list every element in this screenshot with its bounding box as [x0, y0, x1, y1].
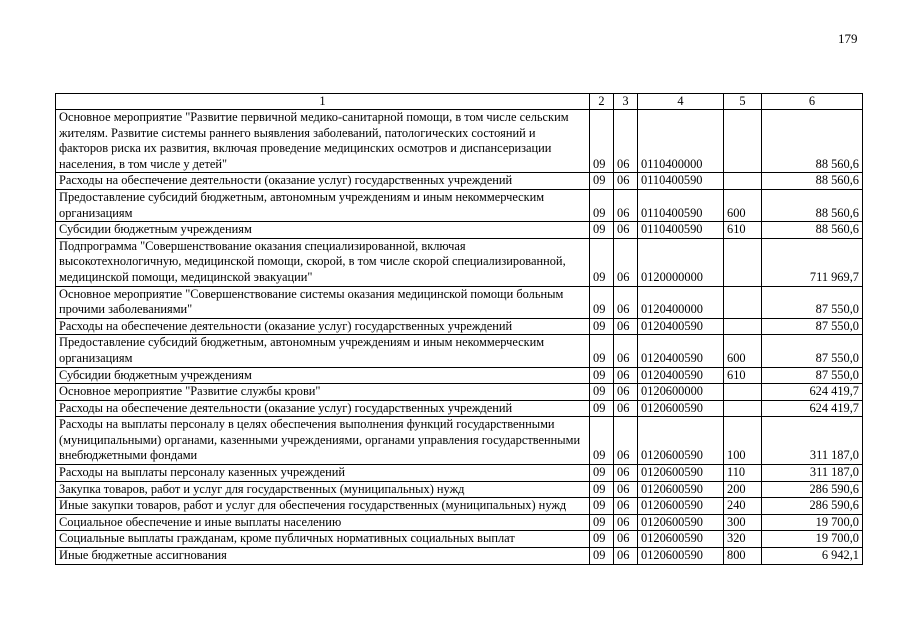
row-name-cell: Расходы на обеспечение деятельности (оказание услуг) государственных учреждений	[56, 173, 590, 190]
row-subsection-cell: 06	[614, 110, 638, 173]
row-expense-type-cell	[724, 286, 762, 318]
row-subsection-cell: 06	[614, 548, 638, 565]
row-amount-cell: 286 590,6	[762, 481, 863, 498]
row-section-cell: 09	[590, 514, 614, 531]
row-subsection-cell: 06	[614, 384, 638, 401]
row-subsection-cell: 06	[614, 400, 638, 417]
header-col-5: 5	[724, 94, 762, 110]
row-target-article-cell: 0120600590	[638, 417, 724, 465]
row-amount-cell: 87 550,0	[762, 335, 863, 367]
row-amount-cell: 311 187,0	[762, 465, 863, 482]
table-row	[56, 110, 863, 173]
row-name-cell: Основное мероприятие "Развитие службы крови"	[56, 384, 590, 401]
row-name-cell: Расходы на обеспечение деятельности (оказание услуг) государственных учреждений	[56, 400, 590, 417]
row-amount-cell: 624 419,7	[762, 384, 863, 401]
table-header-row	[56, 94, 863, 110]
table-row	[56, 531, 863, 548]
row-expense-type-cell: 610	[724, 367, 762, 384]
table-row	[56, 384, 863, 401]
row-amount-cell: 19 700,0	[762, 531, 863, 548]
row-subsection-cell: 06	[614, 222, 638, 239]
row-target-article-cell: 0120400590	[638, 318, 724, 335]
table-row	[56, 498, 863, 515]
row-target-article-cell: 0110400590	[638, 173, 724, 190]
row-subsection-cell: 06	[614, 335, 638, 367]
row-subsection-cell: 06	[614, 514, 638, 531]
row-target-article-cell: 0120600590	[638, 481, 724, 498]
row-expense-type-cell: 600	[724, 189, 762, 221]
row-expense-type-cell: 610	[724, 222, 762, 239]
row-section-cell: 09	[590, 400, 614, 417]
row-subsection-cell: 06	[614, 465, 638, 482]
row-name-cell: Социальное обеспечение и иные выплаты населению	[56, 514, 590, 531]
row-subsection-cell: 06	[614, 481, 638, 498]
row-amount-cell: 624 419,7	[762, 400, 863, 417]
row-amount-cell: 286 590,6	[762, 498, 863, 515]
row-section-cell: 09	[590, 481, 614, 498]
row-section-cell: 09	[590, 286, 614, 318]
table-row	[56, 173, 863, 190]
row-expense-type-cell	[724, 318, 762, 335]
row-name-cell: Субсидии бюджетным учреждениям	[56, 222, 590, 239]
header-col-2: 2	[590, 94, 614, 110]
row-expense-type-cell: 600	[724, 335, 762, 367]
row-amount-cell: 88 560,6	[762, 173, 863, 190]
row-target-article-cell: 0120600590	[638, 465, 724, 482]
row-amount-cell: 711 969,7	[762, 238, 863, 286]
row-expense-type-cell: 300	[724, 514, 762, 531]
table-row	[56, 548, 863, 565]
row-expense-type-cell	[724, 238, 762, 286]
table-row	[56, 481, 863, 498]
row-section-cell: 09	[590, 465, 614, 482]
row-name-cell: Основное мероприятие "Совершенствование системы оказания медицинской помощи больным прочими заболеваниями"	[56, 286, 590, 318]
row-subsection-cell: 06	[614, 318, 638, 335]
row-expense-type-cell: 200	[724, 481, 762, 498]
row-section-cell: 09	[590, 238, 614, 286]
row-subsection-cell: 06	[614, 238, 638, 286]
row-subsection-cell: 06	[614, 189, 638, 221]
row-target-article-cell: 0110400590	[638, 189, 724, 221]
row-section-cell: 09	[590, 222, 614, 239]
row-subsection-cell: 06	[614, 286, 638, 318]
table-row	[56, 367, 863, 384]
row-name-cell: Иные закупки товаров, работ и услуг для обеспечения государственных (муниципальных) нужд	[56, 498, 590, 515]
row-section-cell: 09	[590, 318, 614, 335]
row-name-cell: Социальные выплаты гражданам, кроме публичных нормативных социальных выплат	[56, 531, 590, 548]
row-amount-cell: 87 550,0	[762, 286, 863, 318]
row-name-cell: Иные бюджетные ассигнования	[56, 548, 590, 565]
row-expense-type-cell: 320	[724, 531, 762, 548]
row-target-article-cell: 0110400590	[638, 222, 724, 239]
table-row	[56, 514, 863, 531]
page-number: 179	[838, 31, 858, 46]
table-row	[56, 417, 863, 465]
row-name-cell: Подпрограмма "Совершенствование оказания специализированной, включая высокотехнологичную, медицинской помощи, скорой, в том числе скорой специализированной, медицинской помощи, медицинской эвакуации"	[56, 238, 590, 286]
row-expense-type-cell: 100	[724, 417, 762, 465]
table-row	[56, 400, 863, 417]
row-amount-cell: 19 700,0	[762, 514, 863, 531]
row-target-article-cell: 0120600590	[638, 548, 724, 565]
table-row	[56, 335, 863, 367]
row-amount-cell: 6 942,1	[762, 548, 863, 565]
row-name-cell: Предоставление субсидий бюджетным, автономным учреждениям и иным некоммерческим организациям	[56, 189, 590, 221]
table-row	[56, 318, 863, 335]
row-amount-cell: 88 560,6	[762, 222, 863, 239]
row-section-cell: 09	[590, 335, 614, 367]
row-target-article-cell: 0120400000	[638, 286, 724, 318]
row-section-cell: 09	[590, 189, 614, 221]
row-target-article-cell: 0120600000	[638, 384, 724, 401]
row-amount-cell: 87 550,0	[762, 367, 863, 384]
row-target-article-cell: 0120600590	[638, 514, 724, 531]
row-name-cell: Расходы на выплаты персоналу казенных учреждений	[56, 465, 590, 482]
row-name-cell: Расходы на обеспечение деятельности (оказание услуг) государственных учреждений	[56, 318, 590, 335]
budget-table	[55, 93, 863, 565]
row-name-cell: Расходы на выплаты персоналу в целях обеспечения выполнения функций государственными (муниципальными) органами, казенными учреждениями, органами управления государственными внебюджетными фондами	[56, 417, 590, 465]
row-target-article-cell: 0120600590	[638, 498, 724, 515]
row-expense-type-cell: 240	[724, 498, 762, 515]
row-expense-type-cell	[724, 110, 762, 173]
header-col-3: 3	[614, 94, 638, 110]
row-subsection-cell: 06	[614, 498, 638, 515]
row-target-article-cell: 0120600590	[638, 400, 724, 417]
row-target-article-cell: 0120400590	[638, 367, 724, 384]
row-expense-type-cell: 800	[724, 548, 762, 565]
row-amount-cell: 87 550,0	[762, 318, 863, 335]
row-name-cell: Закупка товаров, работ и услуг для государственных (муниципальных) нужд	[56, 481, 590, 498]
row-section-cell: 09	[590, 367, 614, 384]
row-expense-type-cell	[724, 400, 762, 417]
header-col-1: 1	[56, 94, 590, 110]
table-row	[56, 189, 863, 221]
row-section-cell: 09	[590, 173, 614, 190]
row-expense-type-cell	[724, 173, 762, 190]
row-subsection-cell: 06	[614, 367, 638, 384]
row-expense-type-cell: 110	[724, 465, 762, 482]
table-row	[56, 222, 863, 239]
row-subsection-cell: 06	[614, 531, 638, 548]
header-col-6: 6	[762, 94, 863, 110]
row-target-article-cell: 0120400590	[638, 335, 724, 367]
row-amount-cell: 311 187,0	[762, 417, 863, 465]
row-name-cell: Предоставление субсидий бюджетным, автономным учреждениям и иным некоммерческим организациям	[56, 335, 590, 367]
row-amount-cell: 88 560,6	[762, 110, 863, 173]
header-col-4: 4	[638, 94, 724, 110]
row-name-cell: Основное мероприятие "Развитие первичной медико-санитарной помощи, в том числе сельским жителям. Развитие системы раннего выявления заболеваний, патологических состояний и факторов риска их развития, включая проведение медицинских осмотров и диспансеризации населения, в том числе у детей"	[56, 110, 590, 173]
table-row	[56, 286, 863, 318]
row-expense-type-cell	[724, 384, 762, 401]
row-subsection-cell: 06	[614, 173, 638, 190]
row-section-cell: 09	[590, 531, 614, 548]
row-target-article-cell: 0120000000	[638, 238, 724, 286]
table-row	[56, 238, 863, 286]
table-body	[56, 110, 863, 565]
row-section-cell: 09	[590, 548, 614, 565]
row-target-article-cell: 0120600590	[638, 531, 724, 548]
row-amount-cell: 88 560,6	[762, 189, 863, 221]
row-subsection-cell: 06	[614, 417, 638, 465]
row-target-article-cell: 0110400000	[638, 110, 724, 173]
row-section-cell: 09	[590, 417, 614, 465]
table-row	[56, 465, 863, 482]
row-section-cell: 09	[590, 384, 614, 401]
row-name-cell: Субсидии бюджетным учреждениям	[56, 367, 590, 384]
row-section-cell: 09	[590, 110, 614, 173]
row-section-cell: 09	[590, 498, 614, 515]
